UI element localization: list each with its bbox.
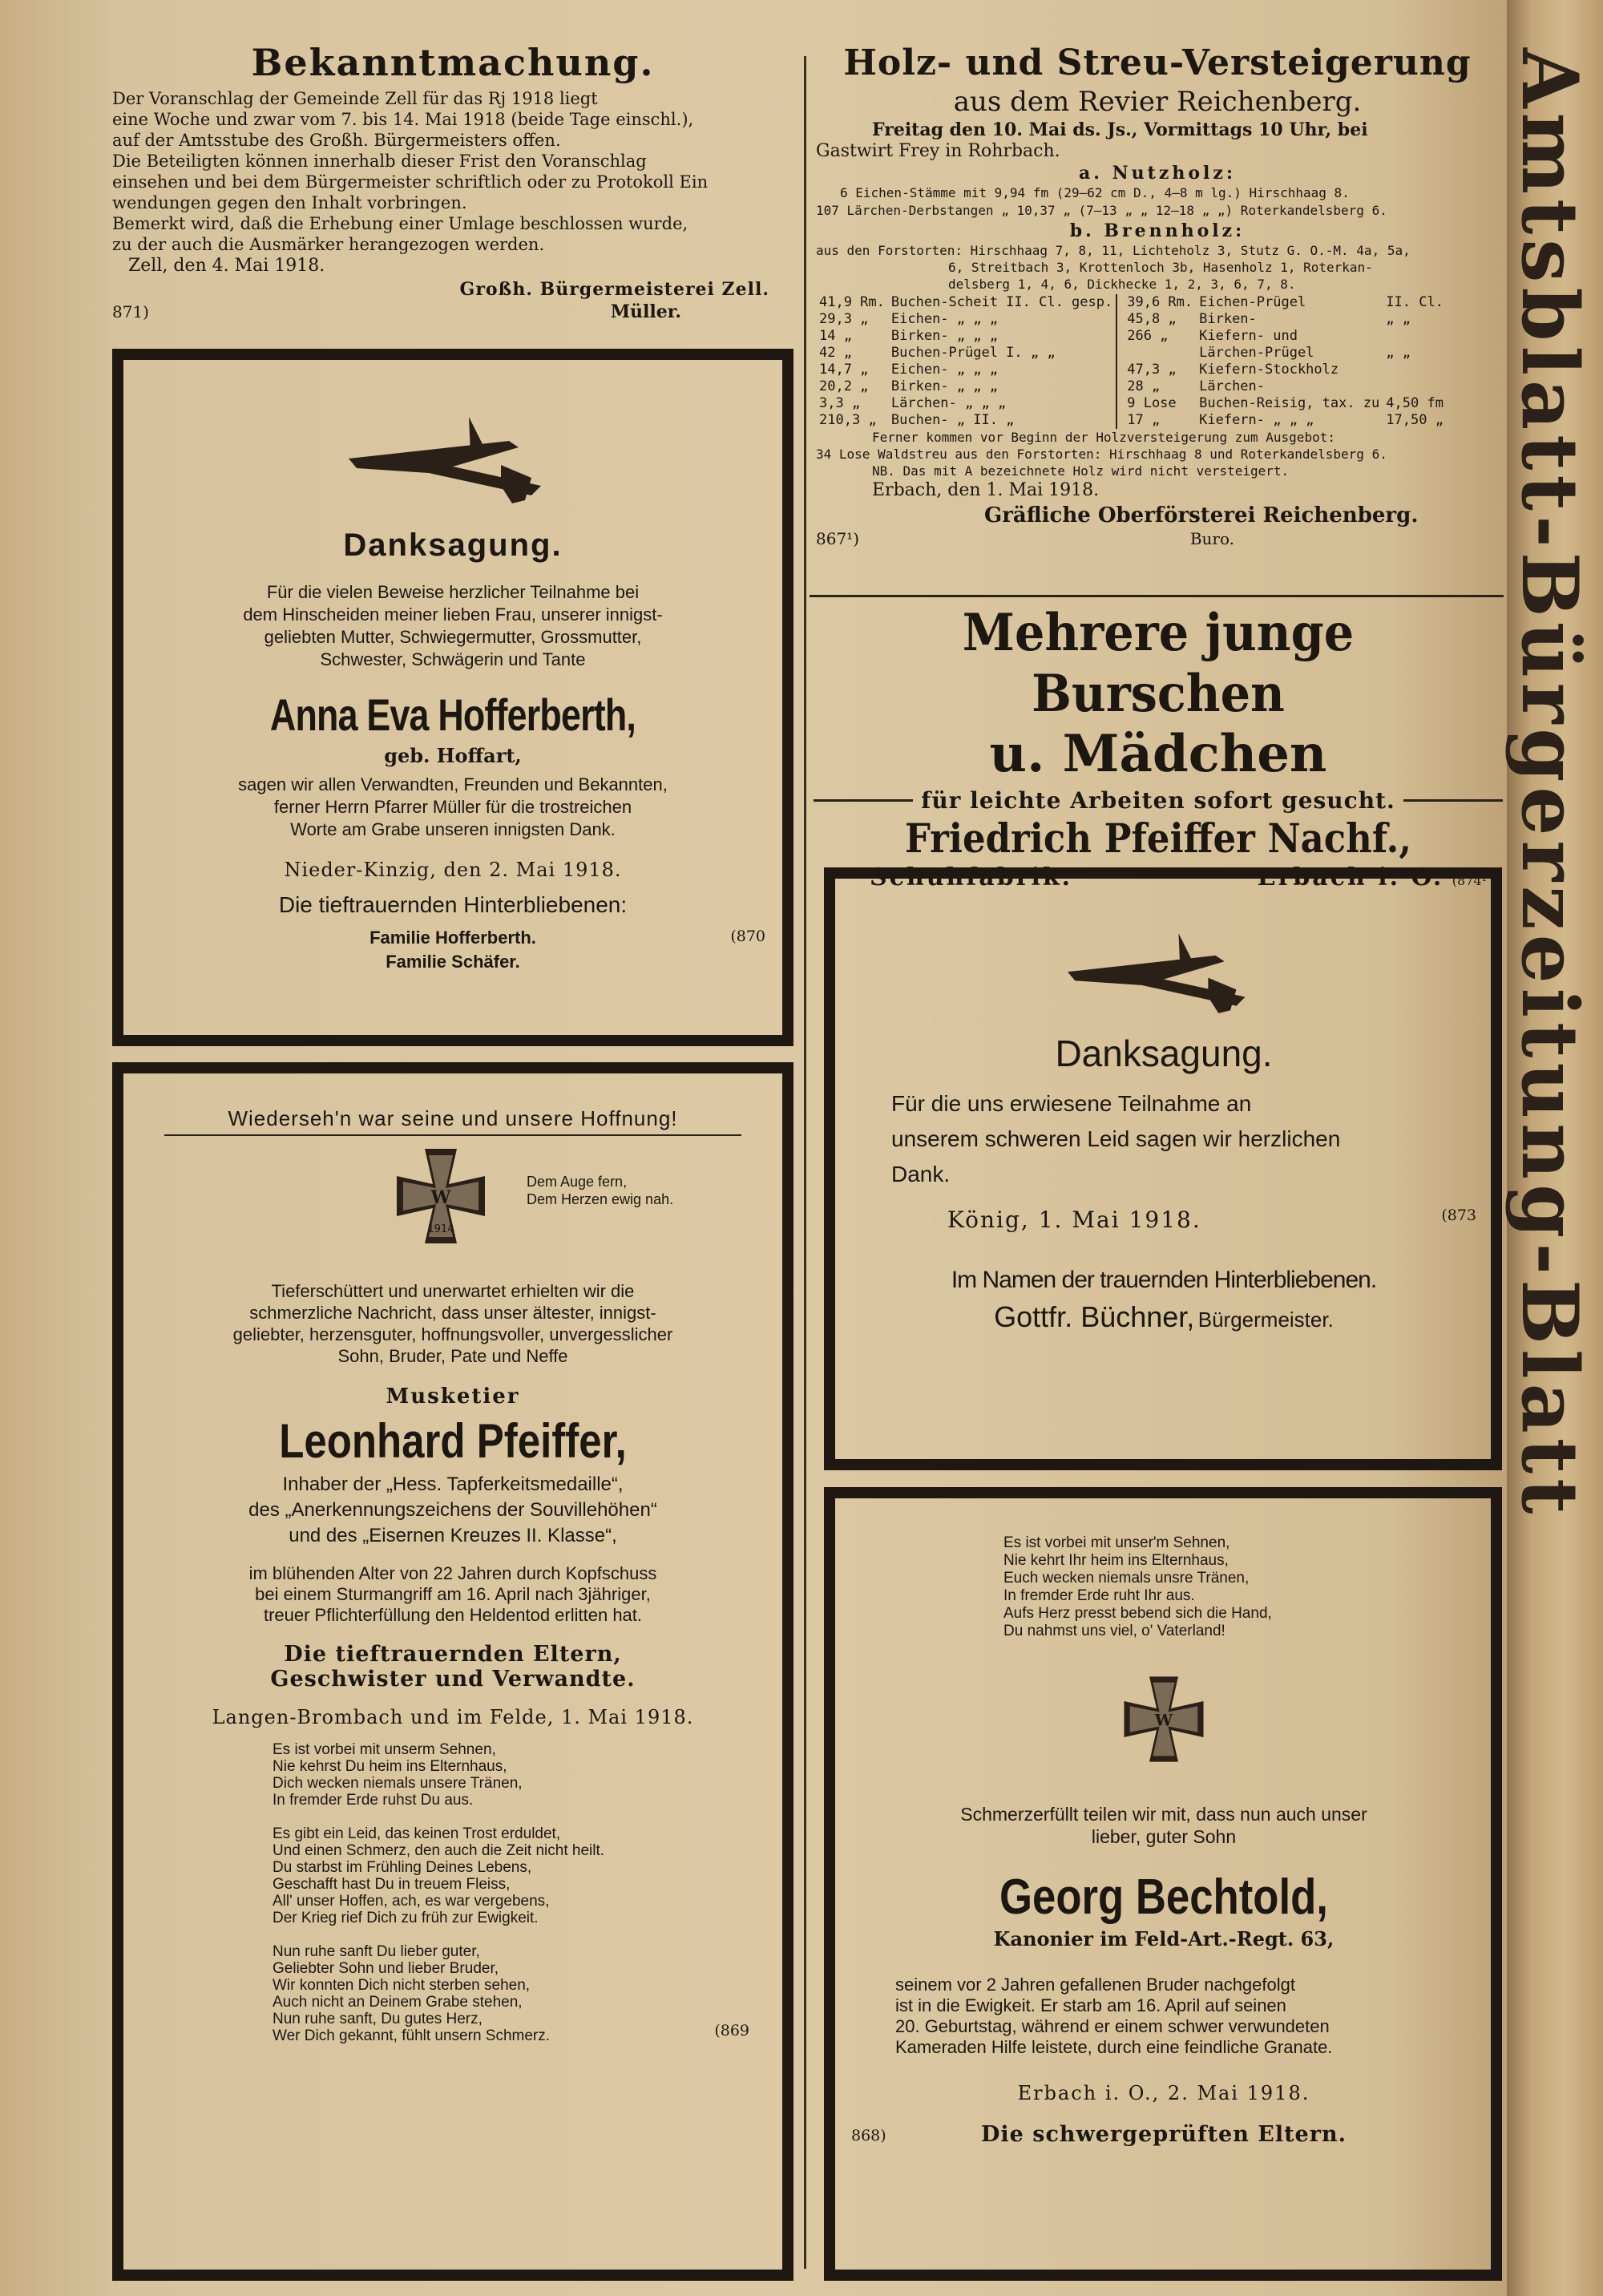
obituary-pfeiffer-poem (140, 1741, 765, 2044)
text-line: treuer Pflichterfüllung den Heldentod erlitten hat. (263, 1605, 643, 1625)
poem-line: Nun ruhe sanft, Du gutes Herz, (273, 2011, 483, 2027)
notice-ref: 871) (112, 302, 149, 321)
obituary-hofferberth-place: Nieder-Kinzig, den 2. Mai 1918. (284, 859, 622, 881)
auction-ferner: Ferner kommen vor Beginn der Holzversteigerung zum Ausgebot: (872, 430, 1335, 445)
auction-section-a: a. Nutzholz: (1079, 163, 1236, 184)
obituary-bechtold-poem (851, 1534, 1476, 1640)
firewood-cell (1124, 345, 1196, 362)
firewood-row (816, 378, 1116, 395)
obituary-hofferberth-family-2: Familie Schäfer. (386, 952, 520, 972)
verse-line-2: Dem Herzen ewig nah. (527, 1191, 674, 1207)
auction-ref: 867¹) (816, 529, 859, 548)
firewood-cell (1383, 378, 1447, 395)
adjacent-page-title: Amtsblatt-Bürgerzeitung-Blatt (1504, 48, 1595, 1519)
firewood-cell: 28 „ (1127, 378, 1161, 394)
poem-line: Dich wecken niemals unsere Tränen, (273, 1775, 523, 1792)
text-line: bei einem Sturmangriff am 16. April nach 3jähriger, (255, 1584, 651, 1604)
notice-signature: Müller. (610, 301, 681, 322)
firewood-row (816, 412, 1116, 429)
notice-office: Großh. Bürgermeisterei Zell. (459, 279, 769, 300)
notice-line: einsehen und bei dem Bürgermeister schriftlich oder zu Protokoll Ein (112, 172, 709, 192)
text-line: schmerzliche Nachricht, dass unser ältester, innigst- (249, 1303, 656, 1323)
poem-line: In fremder Erde ruht Ihr aus. (1003, 1587, 1195, 1604)
obituary-hofferberth-geb: geb. Hoffart, (384, 744, 522, 767)
text-line: Für die vielen Beweise herzlicher Teilnahme bei (266, 582, 640, 602)
poem-line: Nie kehrst Du heim ins Elternhaus, (273, 1758, 507, 1775)
auction-nb: NB. Das mit A bezeichnete Holz wird nicht versteigert. (872, 463, 1290, 479)
firewood-cell: Lärchen- (1199, 378, 1266, 394)
firewood-cell: Lärchen- „ „ „ (890, 395, 1007, 411)
firewood-cell: „ „ (1386, 311, 1411, 327)
job-advert-firm: Friedrich Pfeiffer Nachf., (904, 815, 1411, 862)
text-line: Sohn, Bruder, Pate und Neffe (337, 1346, 568, 1366)
obituary-bechtold (851, 1514, 1476, 2147)
obituary-bechtold-place: Erbach i. O., 2. Mai 1918. (1017, 2082, 1310, 2104)
firewood-cell: Buchen- „ II. „ (890, 412, 1015, 428)
firewood-cell: 9 Lose (1127, 395, 1177, 411)
text-line: unserem schweren Leid sagen wir herzlichen (891, 1126, 1341, 1151)
poem-line: Es ist vorbei mit unser'm Sehnen, (1003, 1534, 1230, 1551)
text-line: Worte am Grabe unseren innigsten Dank. (290, 819, 616, 839)
obituary-buechner-title: Danksagung. (1055, 1033, 1273, 1074)
firewood-row (1124, 311, 1447, 328)
notice-title: Bekanntmachung. (251, 41, 655, 84)
auction-subtitle: aus dem Revier Reichenberg. (953, 86, 1362, 118)
poem-line: Nie kehrt Ihr heim ins Elternhaus, (1003, 1552, 1229, 1569)
notice-line: Bemerkt wird, daß die Erhebung einer Umlage beschlossen wurde, (112, 214, 688, 233)
firewood-cell: Birken- (1199, 311, 1257, 327)
text-line: Für die uns erwiesene Teilnahme an (891, 1091, 1252, 1116)
text-line: Kameraden Hilfe leistete, durch eine feindliche Granate. (895, 2037, 1333, 2057)
broken-branch-icon (333, 409, 573, 513)
firewood-cell: Eichen- „ „ „ (890, 311, 998, 327)
obituary-hofferberth-ref: (870 (730, 928, 765, 945)
firewood-cell: 45,8 „ (1127, 311, 1177, 327)
poem-line: Und einen Schmerz, den auch die Zeit nicht heilt. (273, 1842, 605, 1859)
column-rule (804, 56, 806, 2269)
iron-cross-letter: W (1154, 1710, 1173, 1730)
poem-line (273, 1809, 765, 1825)
obituary-pfeiffer-ref: (869 (714, 2022, 749, 2039)
text-line: Schwester, Schwägerin und Tante (320, 649, 586, 669)
auction-a-row-1: 6 Eichen-Stämme mit 9,94 fm (29—62 cm D., 4—8 m lg.) Hirschhaag 8. (840, 185, 1350, 200)
firewood-cell: Buchen-Scheit II. Cl. gesp. (890, 294, 1113, 310)
poem-line: Geliebter Sohn und lieber Bruder, (273, 1960, 499, 1977)
firewood-cell: Lärchen-Prügel (1199, 345, 1314, 361)
auction-date-line: Freitag den 10. Mai ds. Js., Vormittags 10 Uhr, bei (872, 119, 1368, 140)
auction-section-b: b. Brennholz: (1069, 220, 1246, 241)
text-line: sagen wir allen Verwandten, Freunden und Bekannten, (238, 774, 668, 794)
firewood-row (1124, 328, 1447, 345)
firewood-cell: Kiefern-Stockholz (1199, 362, 1339, 378)
job-advert-place: Erbach i. O. (1257, 863, 1444, 891)
firewood-cell: 14,7 „ (819, 362, 869, 378)
firewood-row (1124, 378, 1447, 395)
firewood-cell: 17 „ (1127, 412, 1161, 428)
text-line: Schmerzerfüllt teilen wir mit, dass nun auch unser (960, 1804, 1367, 1825)
firewood-cell (1383, 362, 1447, 378)
firewood-cell: Birken- „ „ „ (890, 328, 998, 344)
job-advert-title-1: Mehrere junge Burschen (962, 603, 1355, 724)
auction-title: Holz- und Streu-Versteigerung (843, 42, 1472, 83)
obituary-pfeiffer-text (140, 1280, 765, 1367)
firewood-cell: Eichen-Prügel (1199, 294, 1306, 310)
job-advert-ref: (874¹ (1452, 873, 1487, 888)
firewood-row (816, 328, 1116, 345)
auction-location: Gastwirt Frey in Rohrbach. (816, 141, 1060, 161)
obituary-hofferberth-text (140, 581, 765, 671)
auction-b-row-3: delsberg 1, 4, 6, Dickhecke 1, 2, 3, 6, 7, 8. (948, 277, 1296, 292)
auction-notice (816, 42, 1499, 548)
text-line: ist in die Ewigkeit. Er starb am 16. April auf seinen (895, 1995, 1286, 2015)
firewood-row (1124, 345, 1447, 362)
obituary-buechner-place: König, 1. Mai 1918. (947, 1207, 1201, 1233)
iron-cross-letter: W (430, 1187, 451, 1208)
poem-line: Wir konnten Dich nicht sterben sehen, (273, 1977, 531, 1994)
firewood-cell: 41,9 Rm. (819, 294, 885, 310)
firewood-cell: Kiefern- „ „ „ (1199, 412, 1314, 428)
obituary-pfeiffer-name: Leonhard Pfeiffer, (279, 1414, 627, 1468)
firewood-cell: 3,3 „ (819, 395, 861, 411)
job-advert-subtitle: für leichte Arbeiten sofort gesucht. (921, 787, 1395, 814)
text-line: des „Anerkennungszeichens der Souvillehöhen“ (248, 1499, 657, 1521)
obituary-hofferberth-family-1: Familie Hofferberth. (369, 928, 536, 948)
firewood-cell: Kiefern- und (1199, 328, 1298, 344)
obituary-bechtold-ref: 868) (851, 2127, 886, 2144)
firewood-cell: 17,50 „ (1386, 412, 1444, 428)
obituary-buechner-ref: (873 (1441, 1207, 1476, 1224)
firewood-row (1124, 395, 1447, 412)
firewood-cell: 20,2 „ (819, 378, 869, 394)
text-line: lieber, guter Sohn (1091, 1826, 1237, 1847)
firewood-cell: 42 „ (819, 345, 852, 361)
obituary-pfeiffer-motto: Wiederseh'n war seine und unsere Hoffnung! (164, 1106, 741, 1136)
obituary-buechner-role: Bürgermeister. (1197, 1308, 1334, 1332)
firewood-cell: Buchen-Reisig, tax. zu (1199, 395, 1380, 411)
broken-branch-icon (1052, 926, 1276, 1022)
firewood-row (1124, 362, 1447, 378)
auction-b-row-1: aus den Forstorten: Hirschhaag 7, 8, 11, Lichteholz 3, Stutz G. O.-M. 4a, 5a, (816, 243, 1411, 258)
poem-line: Wer Dich gekannt, fühlt unsern Schmerz. (273, 2027, 551, 2044)
iron-cross-year: 1914 (427, 1223, 454, 1235)
firewood-cell: „ „ (1386, 345, 1411, 361)
firewood-row (816, 311, 1116, 328)
verse-line-1: Dem Auge fern, (527, 1174, 628, 1190)
text-line: dem Hinscheiden meiner lieben Frau, unserer innigst- (243, 604, 663, 625)
iron-cross-icon (389, 1144, 493, 1264)
poem-line: Nun ruhe sanft Du lieber guter, (273, 1943, 480, 1960)
obituary-bechtold-name: Georg Bechtold, (999, 1870, 1328, 1925)
obituary-pfeiffer-honours (140, 1472, 765, 1549)
job-advert-title-2: u. Mädchen (989, 724, 1327, 784)
obituary-bechtold-text (851, 1803, 1476, 1848)
obituary-buechner-name: Gottfr. Büchner, (994, 1300, 1195, 1333)
poem-line: Es gibt ein Leid, das keinen Trost erduldet, (273, 1825, 561, 1842)
poem-line (273, 1926, 765, 1943)
obituary-buechner-mourners: Im Namen der trauernden Hinterbliebenen. (951, 1267, 1377, 1293)
text-line: geliebten Mutter, Schwiegermutter, Grossmutter, (264, 627, 642, 647)
auction-office: Gräfliche Oberförsterei Reichenberg. (984, 503, 1419, 528)
poem-line: Du nahmst uns viel, o' Vaterland! (1003, 1623, 1225, 1639)
text-line: Tieferschüttert und unerwartet erhielten wir die (271, 1281, 635, 1301)
firewood-row (816, 362, 1116, 378)
auction-b-row-2: 6, Streitbach 3, Krottenloch 3b, Hasenholz 1, Roterkan- (948, 260, 1373, 275)
notice-bekanntmachung (112, 40, 793, 322)
firewood-cell: Buchen-Prügel I. „ „ (890, 345, 1056, 361)
text-line: seinem vor 2 Jahren gefallenen Bruder nachgefolgt (895, 1975, 1295, 1995)
auction-date: Erbach, den 1. Mai 1918. (872, 480, 1100, 500)
poem-line: Du starbst im Frühling Deines Lebens, (273, 1859, 532, 1876)
poem-line: In fremder Erde ruhst Du aus. (273, 1792, 474, 1809)
firewood-cell: 210,3 „ (819, 412, 877, 428)
text-line: geliebter, herzensguter, hoffnungsvoller, unvergesslicher (232, 1324, 673, 1344)
auction-signature: Buro. (1189, 529, 1234, 548)
firewood-cell: 29,3 „ (819, 311, 869, 327)
firewood-cell: 14 „ (819, 328, 852, 344)
text-line: Inhaber der „Hess. Tapferkeitsmedaille“, (282, 1473, 624, 1495)
obituary-bechtold-death (851, 1975, 1476, 2058)
text-line: ferner Herrn Pfarrer Müller für die trostreichen (273, 797, 632, 817)
obituary-pfeiffer-rank: Musketier (386, 1384, 520, 1409)
notice-line: wendungen gegen den Inhalt vorbringen. (112, 193, 467, 212)
obituary-hofferberth-thanks (140, 774, 765, 841)
poem-line: Auch nicht an Deinem Grabe stehen, (273, 1994, 523, 2011)
notice-line: Die Beteiligten können innerhalb dieser Frist den Voranschlag (112, 152, 647, 171)
poem-line: Es ist vorbei mit unserm Sehnen, (273, 1741, 496, 1758)
text-line: Dank. (891, 1162, 951, 1186)
poem-line: Geschafft hast Du in treuem Fleiss, (273, 1876, 511, 1893)
job-advert (814, 603, 1503, 895)
text-line: im blühenden Alter von 22 Jahren durch Kopfschuss (248, 1563, 657, 1583)
obituary-pfeiffer-mourners-2: Geschwister und Verwandte. (270, 1667, 636, 1692)
auction-streu: 34 Lose Waldstreu aus den Forstorten: Hirschhaag 8 und Roterkandelsberg 6. (816, 447, 1387, 462)
poem-line: Euch wecken niemals unsre Tränen, (1003, 1570, 1250, 1587)
obituary-pfeiffer-mourners-1: Die tieftrauernden Eltern, (284, 1642, 622, 1667)
firewood-cell: 266 „ (1127, 328, 1169, 344)
poem-line: All' unser Hoffen, ach, es war vergebens, (273, 1893, 550, 1910)
obituary-buechner-text (851, 1086, 1476, 1192)
firewood-table-right (1124, 294, 1447, 429)
firewood-cell: 47,3 „ (1127, 362, 1177, 378)
notice-body (112, 88, 793, 255)
job-advert-kind: Schuhfabrik. (870, 863, 1073, 891)
firewood-cell: Birken- „ „ „ (890, 378, 998, 394)
notice-line: auf der Amtsstube des Großh. Bürgermeisters offen. (112, 131, 561, 150)
firewood-row (1124, 412, 1447, 429)
auction-a-row-2: 107 Lärchen-Derbstangen „ 10,37 „ (7—13 „ „ 12—18 „ „) Roterkandelsberg 6. (816, 203, 1387, 218)
obituary-pfeiffer-place: Langen-Brombach und im Felde, 1. Mai 1918. (212, 1706, 694, 1728)
obituary-hofferberth (140, 377, 765, 974)
firewood-row (1124, 294, 1447, 311)
firewood-cell (1383, 328, 1447, 345)
obituary-bechtold-rank: Kanonier im Feld-Art.-Regt. 63, (993, 1927, 1334, 1950)
firewood-table-left (816, 294, 1117, 429)
firewood-row (816, 345, 1116, 362)
obituary-hofferberth-title: Danksagung. (343, 528, 563, 563)
auction-divider (810, 595, 1504, 597)
firewood-row (816, 395, 1116, 412)
firewood-cell: 39,6 Rm. (1127, 294, 1193, 310)
firewood-cell: II. Cl. (1386, 294, 1444, 310)
text-line: 20. Geburtstag, während er einem schwer verwundeten (895, 2016, 1330, 2036)
obituary-hofferberth-name: Anna Eva Hofferberth, (269, 689, 636, 740)
poem-line: Der Krieg rief Dich zu früh zur Ewigkeit. (273, 1910, 539, 1926)
obituary-buechner (851, 894, 1476, 1334)
poem-line: Aufs Herz presst bebend sich die Hand, (1003, 1605, 1272, 1622)
obituary-pfeiffer (140, 1089, 765, 2044)
firewood-cell: 4,50 fm (1386, 395, 1444, 411)
obituary-pfeiffer-death (140, 1563, 765, 1626)
text-line: und des „Eisernen Kreuzes II. Klasse“, (289, 1525, 617, 1546)
firewood-cell: Eichen- „ „ „ (890, 362, 998, 378)
notice-line: Der Voranschlag der Gemeinde Zell für das Rj 1918 liegt (112, 89, 598, 108)
obituary-hofferberth-mourners: Die tieftrauernden Hinterbliebenen: (278, 892, 628, 917)
notice-line: zu der auch die Ausmärker herangezogen werden. (112, 235, 545, 254)
notice-date: Zell, den 4. Mai 1918. (128, 256, 325, 276)
obituary-bechtold-mourners: Die schwergeprüften Eltern. (981, 2122, 1347, 2147)
notice-line: eine Woche und zwar vom 7. bis 14. Mai 1918 (beide Tage einschl.), (112, 110, 694, 129)
firewood-row (816, 294, 1116, 311)
iron-cross-icon (1116, 1672, 1212, 1781)
